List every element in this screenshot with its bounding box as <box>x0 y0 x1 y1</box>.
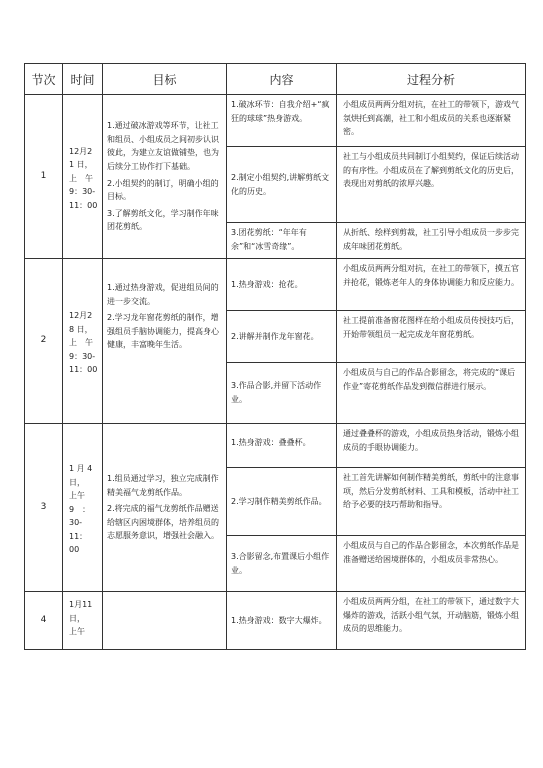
table-header-row <box>25 64 526 95</box>
analysis-cell: 小组成员两两分组对抗，在社工的带领下，摸五官并抢花，锻炼老年人的身体协调能力和反应能力。 <box>337 259 526 311</box>
goal-item: 2.学习龙年窗花剪纸的制作，增强组员手脑协调能力，提高身心健康，丰富晚年生活。 <box>107 313 219 350</box>
analysis-cell: 从折纸、绘样到剪裁，社工引导小组成员一步步完成年味团花剪纸。 <box>337 223 526 259</box>
goal-item: 2.将完成的福气龙剪纸作品赠送给辖区内困境群体，培养组员的志愿服务意识，增强社会融入。 <box>107 504 219 541</box>
analysis-cell: 社工首先讲解如何制作精美剪纸，剪纸中的注意事项，然后分发剪纸材料、工具和模板，活动中社工给予必要的技巧帮助和指导。 <box>337 468 526 536</box>
analysis-cell: 小组成员与自己的作品合影留念，本次剪纸作品是准备赠送给困境群体的，小组成员非常热心。 <box>337 536 526 592</box>
goal-item: 2.小组契约的制订，明确小组的目标。 <box>107 178 219 202</box>
session-goals <box>103 592 227 650</box>
content-cell: 2.制定小组契约,讲解剪纸文化的历史。 <box>227 147 337 223</box>
table-row <box>25 424 526 468</box>
goal-item: 1.通过热身游戏，促进组员间的进一步交流。 <box>107 283 219 306</box>
session-number: 3 <box>25 424 63 592</box>
content-cell: 1.破冰环节：自我介绍+“疯狂的球球”热身游戏。 <box>227 95 337 147</box>
analysis-cell: 小组成员两两分组对抗，在社工的带领下，游戏气氛烘托到高潮，社工和小组成员的关系也逐渐紧密。 <box>337 95 526 147</box>
session-number: 2 <box>25 259 63 424</box>
session-number: 4 <box>25 592 63 650</box>
header-goal: 目标 <box>103 64 227 95</box>
session-goals <box>103 95 227 259</box>
session-goals <box>103 424 227 592</box>
session-time: 12月2 8 日， 上 午 9：30- 11：00 <box>63 259 103 424</box>
analysis-cell: 小组成员与自己的作品合影留念，将完成的“课后作业”寄花剪纸作品发到微信群进行展示。 <box>337 363 526 424</box>
header-session: 节次 <box>25 64 63 95</box>
session-time: 12月2 1 日， 上 午 9：30- 11：00 <box>63 95 103 259</box>
content-cell: 3.团花剪纸：“年年有余”和“冰雪奇缘”。 <box>227 223 337 259</box>
goal-item: 1.组员通过学习，独立完成制作精美福气龙剪纸作品。 <box>107 474 219 497</box>
session-number: 1 <box>25 95 63 259</box>
content-cell: 1.热身游戏：数字大爆炸。 <box>227 592 337 650</box>
content-cell: 1.热身游戏：抢花。 <box>227 259 337 311</box>
analysis-cell: 社工提前准备窗花图样在给小组成员传授技巧后，开始带领组员一起完成龙年窗花剪纸。 <box>337 311 526 363</box>
header-content: 内容 <box>227 64 337 95</box>
analysis-cell: 小组成员两两分组，在社工的带领下，通过数字大爆炸的游戏，活跃小组气氛，开动脑筋，锻炼小组成员的思维能力。 <box>337 592 526 650</box>
content-cell: 3.合影留念,布置课后小组作业。 <box>227 536 337 592</box>
content-cell: 3.作品合影,并留下活动作业。 <box>227 363 337 424</box>
session-time: 1 月 4 日， 上午 9 ： 30-11： 00 <box>63 424 103 592</box>
content-cell: 2.学习制作精美剪纸作品。 <box>227 468 337 536</box>
header-analysis: 过程分析 <box>337 64 526 95</box>
session-plan-table <box>24 63 526 650</box>
analysis-cell: 通过叠叠杯的游戏，小组成员热身活动，锻炼小组成员的手眼协调能力。 <box>337 424 526 468</box>
header-time: 时间 <box>63 64 103 95</box>
goal-item: 3.了解剪纸文化，学习制作年味团花剪纸。 <box>107 208 219 232</box>
session-time: 1月11 日， 上午 <box>63 592 103 650</box>
content-cell: 2.讲解并制作龙年窗花。 <box>227 311 337 363</box>
session-goals <box>103 259 227 424</box>
analysis-cell: 社工与小组成员共同制订小组契约，保证后续活动的有序性。小组成员在了解到剪纸文化的历史后，表现出对剪纸的浓厚兴趣。 <box>337 147 526 223</box>
table-row <box>25 259 526 311</box>
content-cell: 1.热身游戏：叠叠杯。 <box>227 424 337 468</box>
table-row <box>25 592 526 650</box>
table-row <box>25 95 526 147</box>
goal-item: 1.通过破冰游戏等环节，让社工和组员、小组成员之间初步认识彼此，为建立友谊做铺垫，也为后续分工协作打下基础。 <box>107 121 219 171</box>
